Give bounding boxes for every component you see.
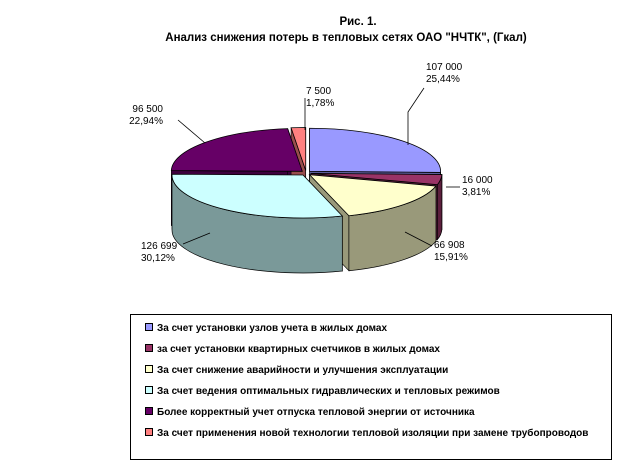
legend-swatch	[145, 323, 153, 331]
legend-item	[145, 364, 448, 378]
legend-label: За счет снижение аварийности и улучшения эксплуатации	[157, 365, 449, 376]
chart-title: Рис. 1.	[339, 16, 377, 28]
legend-label: Более корректный учет отпуска тепловой энергии от источника	[157, 407, 475, 418]
legend-swatch	[145, 386, 153, 394]
slice-percent-label-3: 30,12%	[141, 253, 175, 264]
pie-slice-0	[310, 128, 441, 172]
legend-label: За счет установки узлов учета в жилых домах	[157, 323, 388, 334]
slice-percent-label-2: 15,91%	[434, 252, 468, 263]
chart-legend	[130, 314, 612, 460]
legend-label: за счет установки квартирных счетчиков в жилых домах	[157, 344, 440, 355]
leader-line-4	[178, 120, 205, 143]
leader-line-0	[408, 88, 424, 145]
legend-item	[145, 406, 475, 420]
legend-swatch	[145, 344, 153, 352]
slice-percent-label-5: 1,78%	[306, 98, 335, 109]
slice-value-label-4: 96 500	[132, 104, 163, 115]
legend-item	[145, 385, 500, 399]
legend-label: За счет ведения оптимальных гидравлических и тепловых режимов	[157, 386, 500, 397]
slice-value-label-1: 16 000	[462, 175, 493, 186]
legend-swatch	[145, 407, 153, 415]
slice-percent-label-4: 22,94%	[129, 116, 163, 127]
legend-swatch	[145, 365, 153, 373]
slice-percent-label-1: 3,81%	[462, 187, 491, 198]
slice-value-label-0: 107 000	[426, 62, 463, 73]
legend-label: За счет применения новой технологии тепловой изоляции при замене трубопроводов	[157, 428, 589, 439]
slice-value-label-5: 7 500	[306, 86, 332, 97]
legend-swatch	[145, 428, 153, 436]
legend-item	[145, 322, 387, 336]
slice-value-label-3: 126 699	[141, 241, 178, 252]
pie-slice-4	[171, 129, 302, 172]
chart-subtitle: Анализ снижения потерь в тепловых сетях ОАО "НЧТК", (Гкал)	[165, 32, 527, 44]
legend-item	[145, 343, 440, 357]
slice-percent-label-0: 25,44%	[426, 74, 460, 85]
legend-item	[145, 427, 588, 441]
slice-value-label-2: 66 908	[434, 240, 465, 251]
